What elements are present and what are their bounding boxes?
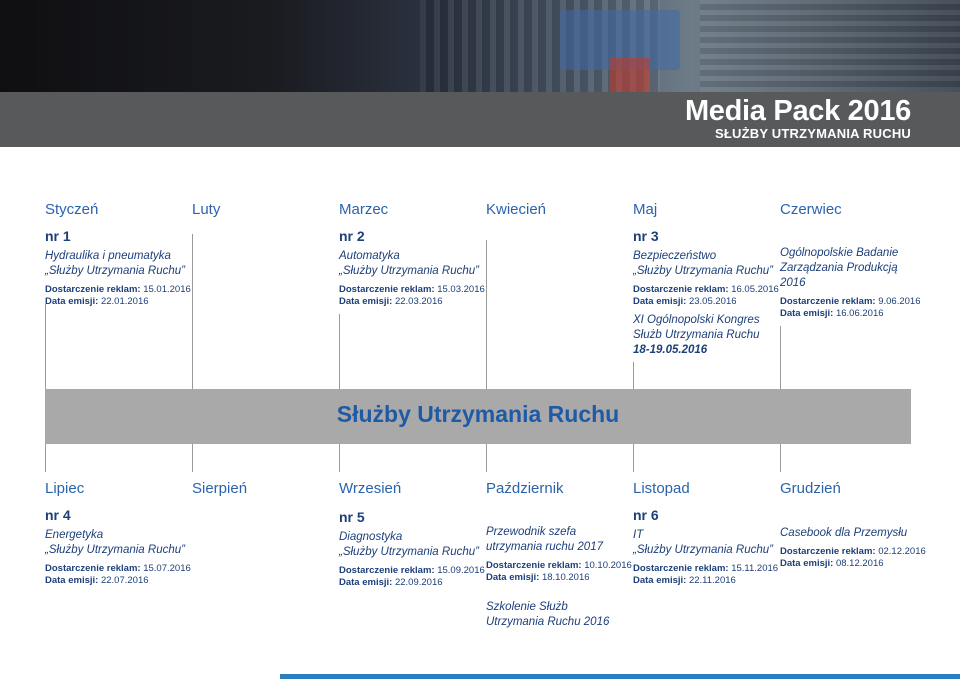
magazine-name: „Służby Utrzymania Ruchu” — [339, 546, 479, 558]
training-event: Szkolenie Służb Utrzymania Ruchu 2016 — [486, 601, 610, 628]
header-photo — [0, 0, 960, 92]
congress-event: XI Ogólnopolski Kongres Służb Utrzymania Ruchu 18-19.05.2016 — [633, 314, 760, 356]
timeline-line — [45, 444, 46, 472]
issue-date: Data emisji: 18.10.2016 — [486, 572, 590, 583]
issue-number: nr 4 — [45, 507, 71, 523]
month-sierpien: Sierpień — [192, 480, 248, 497]
special-block-grudzien — [780, 526, 930, 570]
magazine-banner — [45, 389, 911, 444]
issue-topic: Hydraulika i pneumatyka — [45, 250, 171, 262]
special-edition: Ogólnopolskie Badanie Zarządzania Produkcją 2016 — [780, 247, 899, 289]
photo-machinery-right — [700, 0, 960, 92]
ads-delivery: Dostarczenie reklam: 15.01.2016 — [45, 284, 191, 295]
ads-delivery: Dostarczenie reklam: 10.10.2016 — [486, 560, 632, 571]
issue-topic: Diagnostyka — [339, 531, 403, 543]
issue-number: nr 3 — [633, 228, 659, 244]
magazine-name: „Służby Utrzymania Ruchu” — [45, 265, 185, 277]
month-lipiec: Lipiec — [45, 480, 85, 497]
ads-delivery: Dostarczenie reklam: 15.07.2016 — [45, 563, 191, 574]
timeline-line — [192, 444, 193, 472]
special-edition: Casebook dla Przemysłu — [780, 527, 908, 539]
issue-block-wrzesien — [339, 509, 485, 589]
issue-date: Data emisji: 22.03.2016 — [339, 296, 443, 307]
ads-delivery: Dostarczenie reklam: 15.03.2016 — [339, 284, 485, 295]
timeline-line — [633, 444, 634, 472]
issue-number: nr 2 — [339, 228, 365, 244]
month-luty: Luty — [192, 201, 221, 218]
magazine-name: „Służby Utrzymania Ruchu” — [45, 544, 185, 556]
issue-number: nr 5 — [339, 509, 365, 525]
special-edition: Przewodnik szefa utrzymania ruchu 2017 — [486, 526, 603, 553]
month-marzec: Marzec — [339, 201, 389, 218]
ads-delivery: Dostarczenie reklam: 02.12.2016 — [780, 546, 926, 557]
issue-topic: Automatyka — [339, 250, 400, 262]
issue-date: Data emisji: 22.01.2016 — [45, 296, 149, 307]
issue-date: Data emisji: 16.06.2016 — [780, 308, 884, 319]
timeline-line — [339, 444, 340, 472]
issue-block-lipiec — [45, 507, 191, 587]
special-block-czerwiec — [780, 246, 930, 320]
month-grudzien: Grudzień — [780, 480, 841, 497]
issue-block-maj — [633, 228, 779, 358]
ads-delivery: Dostarczenie reklam: 15.09.2016 — [339, 565, 485, 576]
issue-date: Data emisji: 22.11.2016 — [633, 575, 736, 586]
issue-block-marzec — [339, 228, 485, 308]
issue-topic: IT — [633, 529, 644, 541]
month-kwiecien: Kwiecień — [486, 201, 547, 218]
month-styczen: Styczeń — [45, 201, 99, 218]
photo-machinery-red — [610, 58, 650, 92]
timeline-line — [780, 326, 781, 389]
footer-accent-line — [280, 674, 960, 679]
issue-date: Data emisji: 22.07.2016 — [45, 575, 149, 586]
title-band — [0, 92, 960, 147]
month-czerwiec: Czerwiec — [780, 201, 842, 218]
timeline-line — [486, 240, 487, 389]
issue-date: Data emisji: 23.05.2016 — [633, 296, 737, 307]
issue-number: nr 6 — [633, 507, 659, 523]
ads-delivery: Dostarczenie reklam: 16.05.2016 — [633, 284, 779, 295]
month-pazdziernik: Październik — [486, 480, 564, 497]
magazine-name: „Służby Utrzymania Ruchu” — [633, 265, 773, 277]
timeline-line — [339, 314, 340, 389]
issue-topic: Energetyka — [45, 529, 104, 541]
month-maj: Maj — [633, 201, 658, 218]
timeline-line — [633, 362, 634, 389]
magazine-name: „Służby Utrzymania Ruchu” — [633, 544, 773, 556]
month-wrzesien: Wrzesień — [339, 480, 402, 497]
month-listopad: Listopad — [633, 480, 690, 497]
ads-delivery: Dostarczenie reklam: 15.11.2016 — [633, 563, 779, 574]
page-subtitle: SŁUŻBY UTRZYMANIA RUCHU — [715, 126, 911, 141]
page-title: Media Pack 2016 — [684, 95, 911, 127]
issue-block-listopad — [633, 507, 779, 587]
issue-block-styczen — [45, 228, 191, 308]
issue-topic: Bezpieczeństwo — [633, 250, 717, 262]
banner-label: Służby Utrzymania Ruchu — [336, 401, 620, 427]
special-block-pazdziernik — [486, 525, 632, 584]
timeline-line — [192, 234, 193, 389]
timeline-line — [780, 444, 781, 472]
timeline-line — [486, 444, 487, 472]
issue-date: Data emisji: 22.09.2016 — [339, 577, 443, 588]
ads-delivery: Dostarczenie reklam: 9.06.2016 — [780, 296, 921, 307]
magazine-name: „Służby Utrzymania Ruchu” — [339, 265, 479, 277]
issue-date: Data emisji: 08.12.2016 — [780, 558, 884, 569]
timeline-line — [45, 304, 46, 389]
issue-number: nr 1 — [45, 228, 71, 244]
